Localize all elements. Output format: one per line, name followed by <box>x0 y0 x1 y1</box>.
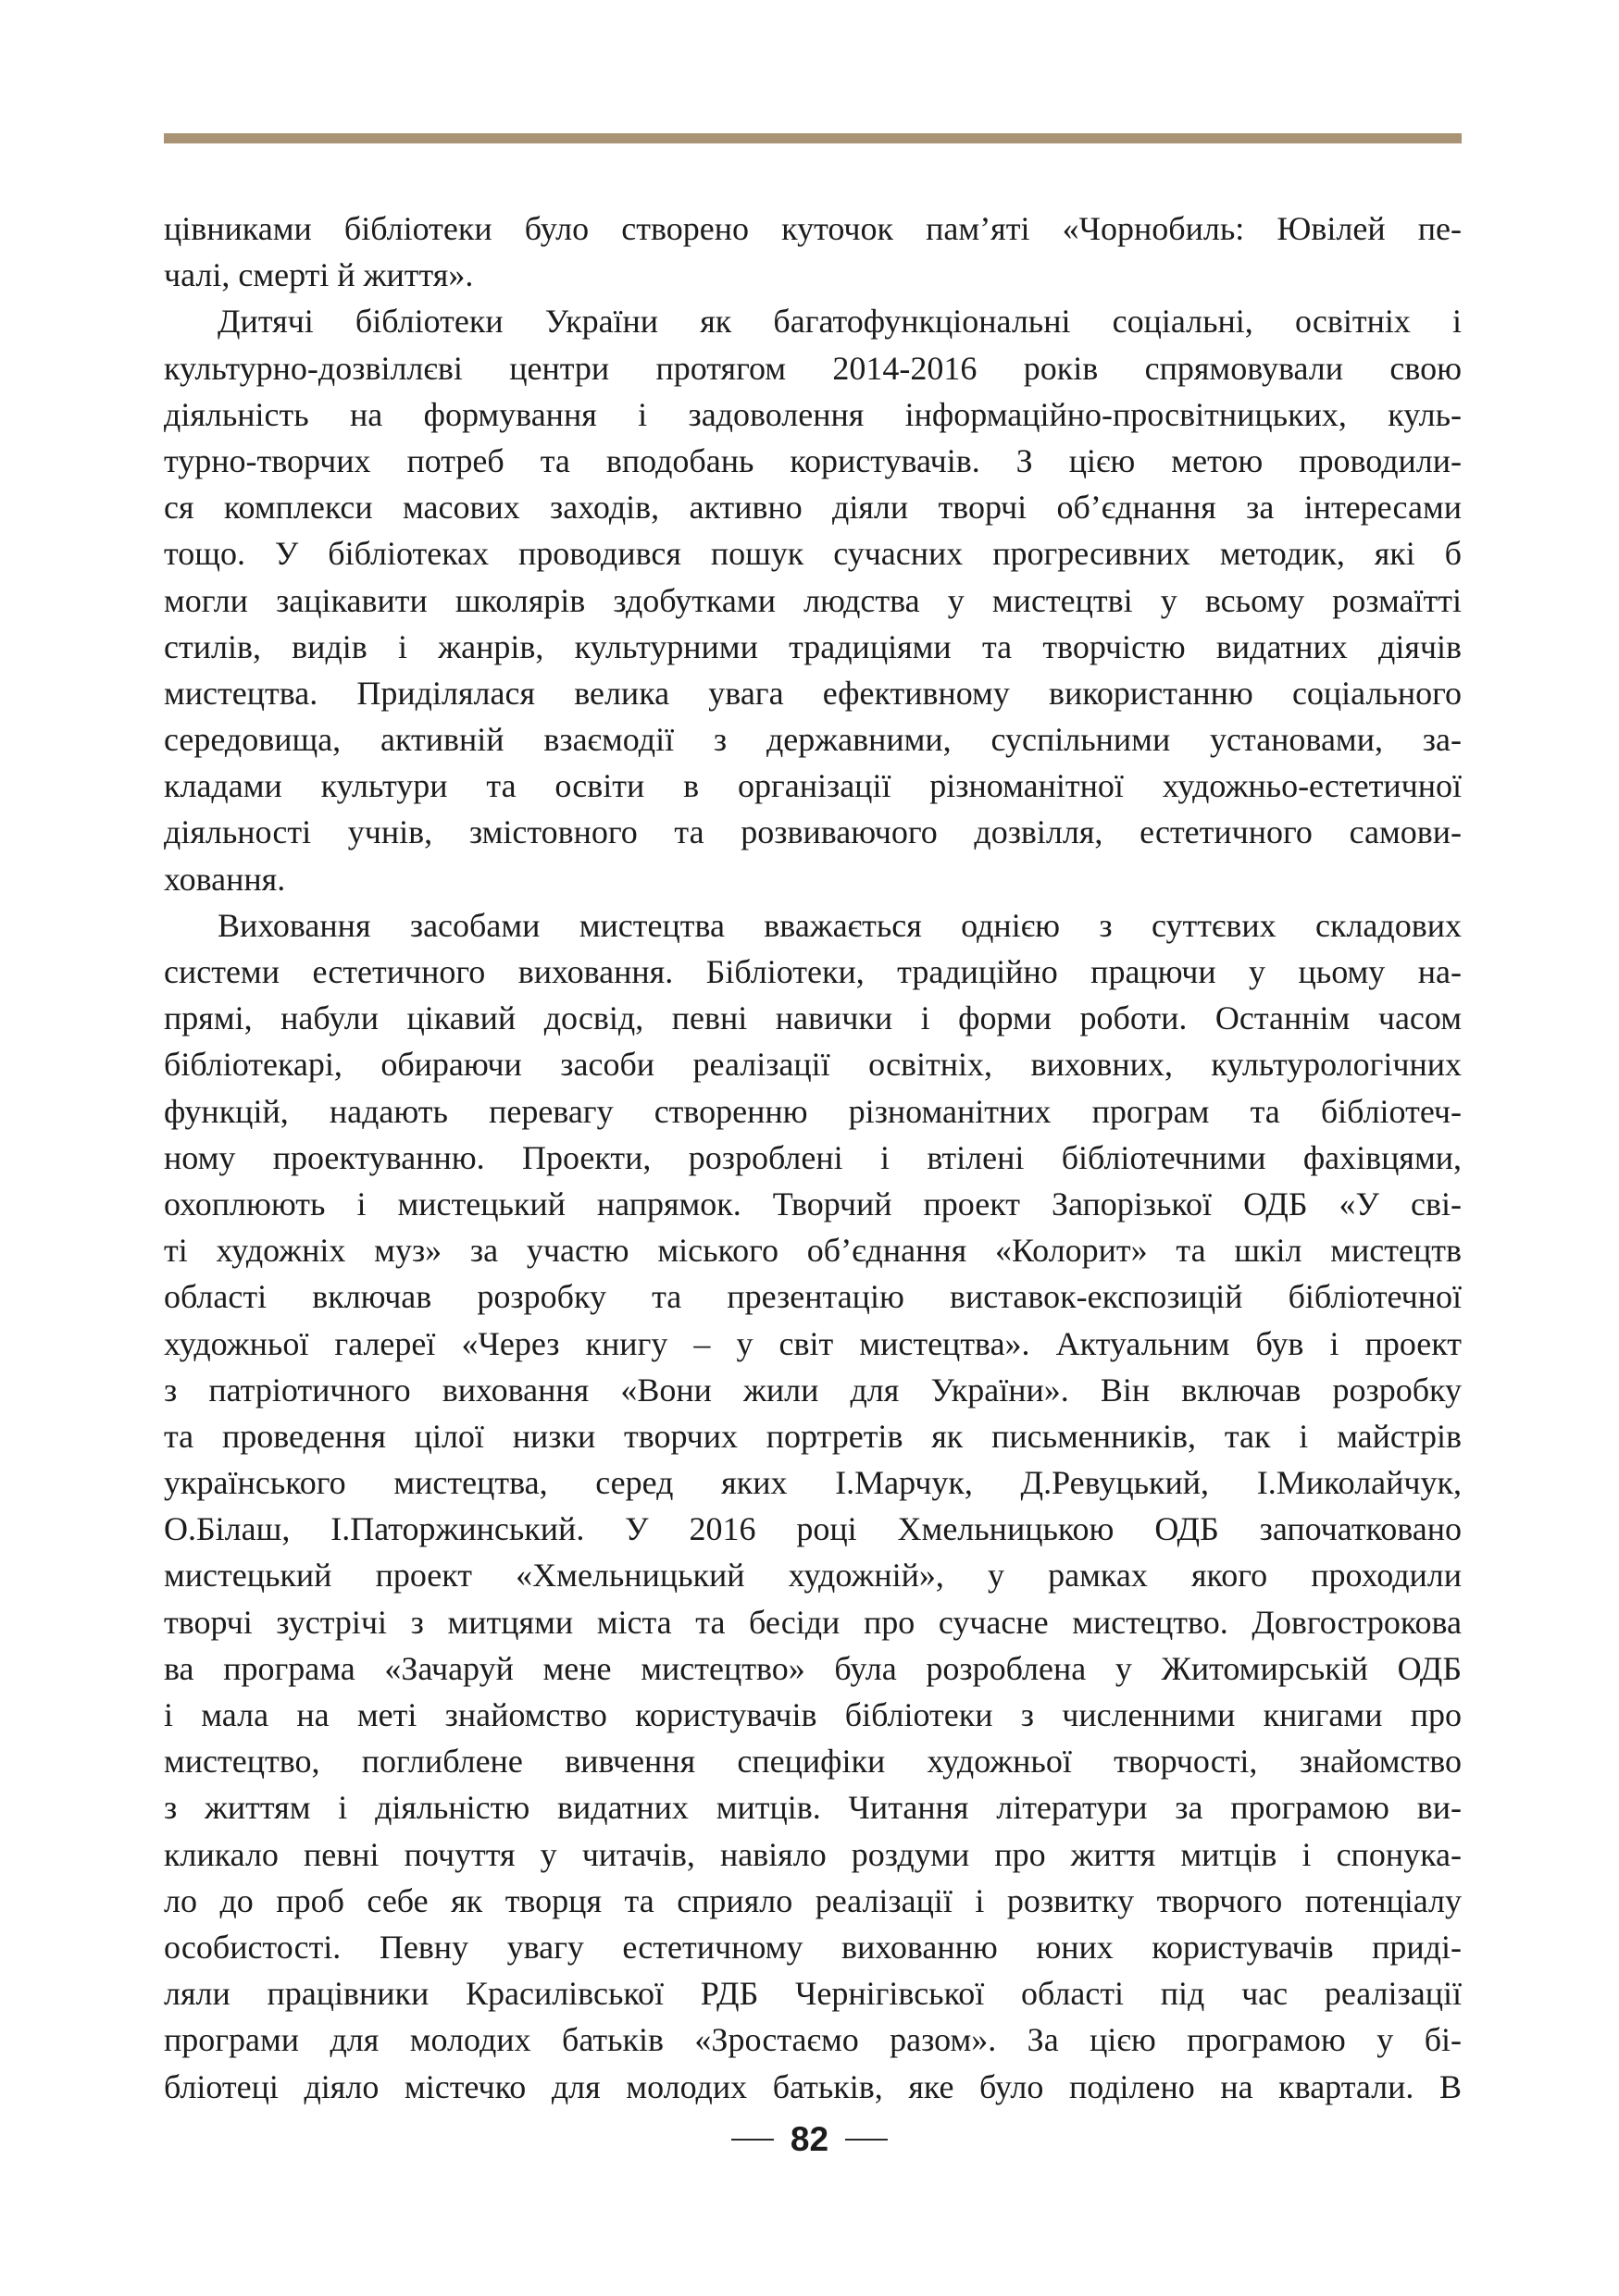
text-line: та проведення цілої низки творчих портретів як письменників, так і майстрів <box>164 1417 1462 1455</box>
text-line: ті художніх муз» за участю міського об’єднання «Колорит» та шкіл мистецтв <box>164 1232 1462 1270</box>
text-line: кликало певні почуття у читачів, навіяло роздуми про життя митців і спонука- <box>164 1835 1462 1873</box>
paragraph <box>164 298 1462 901</box>
text-line: цівниками бібліотеки було створено куточок пам’яті «Чорнобиль: Ювілей пе- <box>164 210 1462 247</box>
text-line: тощо. У бібліотеках проводився пошук сучасних прогресивних методик, які б <box>164 535 1462 573</box>
text-line: турно-творчих потреб та вподобань користувачів. З цією метою проводили- <box>164 441 1462 479</box>
text-line: ляли працівники Красилівської РДБ Чернігівської області під час реалізації <box>164 1975 1462 2013</box>
text-line: ному проектуванню. Проекти, розроблені і втілені бібліотечними фахівцями, <box>164 1138 1462 1176</box>
text-line: могли зацікавити школярів здобутками людства у мистецтві у всьому розмаїтті <box>164 581 1462 619</box>
text-line: Дитячі бібліотеки України як багатофункціональні соціальні, освітніх і <box>218 303 1462 341</box>
text-line: Виховання засобами мистецтва вважається однією з суттєвих складових <box>218 906 1462 944</box>
text-line: особистості. Певну увагу естетичному вихованню юних користувачів приді- <box>164 1928 1462 1966</box>
page-number-right-dash <box>845 2139 888 2141</box>
text-line: бібліотекарі, обираючи засоби реалізації освітніх, виховних, культурологічних <box>164 1046 1462 1084</box>
text-line: художньої галереї «Через книгу – у світ мистецтва». Актуальним був і проект <box>164 1324 1462 1362</box>
text-line: діяльність на формування і задоволення інформаційно-просвітницьких, куль- <box>164 395 1462 433</box>
page-body-text <box>164 205 1462 2110</box>
paragraph <box>164 902 1462 2110</box>
text-line: програми для молодих батьків «Зростаємо разом». За цією програмою у бі- <box>164 2021 1462 2059</box>
text-line: кладами культури та освіти в організації різноманітної художньо-естетичної <box>164 767 1462 805</box>
page-footer <box>0 2112 1619 2167</box>
top-rule <box>164 133 1462 143</box>
text-line: ся комплекси масових заходів, активно діяли творчі об’єднання за інтересами <box>164 489 1462 527</box>
text-line: області включав розробку та презентацію виставок-експозицій бібліотечної <box>164 1278 1462 1316</box>
text-line: ховання. <box>164 860 286 898</box>
text-line: мистецтва. Приділялася велика увага ефективному використанню соціального <box>164 674 1462 712</box>
text-line: функцій, надають перевагу створенню різноманітних програм та бібліотеч- <box>164 1092 1462 1130</box>
text-line: чалі, смерті й життя». <box>164 256 474 294</box>
text-line: бліотеці діяло містечко для молодих батьків, яке було поділено на квартали. В <box>164 2067 1462 2105</box>
text-line: культурно-дозвіллєві центри протягом 2014-2016 років спрямовували свою <box>164 349 1462 387</box>
text-line: діяльності учнів, змістовного та розвиваючого дозвілля, естетичного самови- <box>164 813 1462 851</box>
text-line: ва програма «Зачаруй мене мистецтво» була розроблена у Житомирській ОДБ <box>164 1649 1462 1687</box>
text-line: ло до проб себе як творця та сприяло реалізації і розвитку творчого потенціалу <box>164 1881 1462 1919</box>
text-line: охоплюють і мистецький напрямок. Творчий проект Запорізької ОДБ «У сві- <box>164 1185 1462 1222</box>
page-number: 82 <box>790 2120 829 2158</box>
page-number-left-dash <box>731 2139 774 2141</box>
text-line: О.Білаш, І.Паторжинський. У 2016 році Хмельницькою ОДБ започатковано <box>164 1510 1462 1548</box>
text-line: мистецтво, поглиблене вивчення специфіки художньої творчості, знайомство <box>164 1743 1462 1781</box>
text-line: творчі зустрічі з митцями міста та бесіди про сучасне мистецтво. Довгострокова <box>164 1603 1462 1641</box>
text-line: середовища, активній взаємодії з державними, суспільними установами, за- <box>164 721 1462 759</box>
text-line: системи естетичного виховання. Бібліотеки, традиційно працючи у цьому на- <box>164 953 1462 990</box>
text-line: стилів, видів і жанрів, культурними традиціями та творчістю видатних діячів <box>164 627 1462 665</box>
text-line: з життям і діяльністю видатних митців. Читання літератури за програмою ви- <box>164 1789 1462 1827</box>
text-line: прямі, набули цікавий досвід, певні навички і форми роботи. Останнім часом <box>164 999 1462 1037</box>
paragraph <box>164 205 1462 298</box>
text-line: і мала на меті знайомство користувачів бібліотеки з численними книгами про <box>164 1696 1462 1733</box>
text-line: мистецький проект «Хмельницький художній», у рамках якого проходили <box>164 1557 1462 1595</box>
text-line: з патріотичного виховання «Вони жили для України». Він включав розробку <box>164 1371 1462 1409</box>
text-line: українського мистецтва, серед яких І.Марчук, Д.Ревуцький, І.Миколайчук, <box>164 1464 1462 1502</box>
